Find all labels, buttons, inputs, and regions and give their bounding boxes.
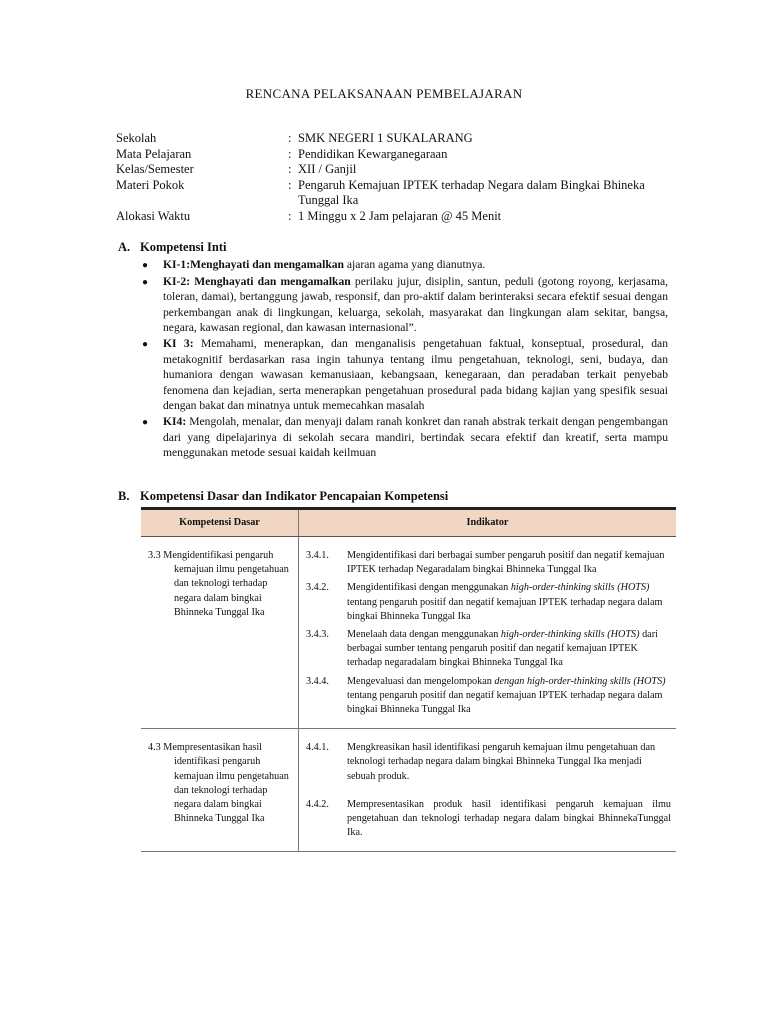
bullet-icon: ● <box>142 276 149 288</box>
section-b-title: Kompetensi Dasar dan Indikator Pencapaian Kompetensi <box>140 489 449 503</box>
info-label: Mata Pelajaran <box>116 146 192 161</box>
info-label: Sekolah <box>116 131 157 145</box>
indicator-item <box>306 798 671 841</box>
ki-bold-label: KI4: <box>163 414 187 428</box>
indicator-text-part: Mengidentifikasi dari berbagai sumber pengaruh positif dan negatif kemajuan IPTEK terhadap Negaradalam bingkai Bhinneka Tunggal Ika <box>347 550 665 576</box>
bullet-icon: ● <box>142 260 149 271</box>
info-row <box>116 178 676 209</box>
ki-text <box>163 414 668 461</box>
indicator-text-part: Menelaah data dengan menggunakan <box>347 629 501 641</box>
indicator-text-part: tentang pengaruh positif dan negatif kemajuan IPTEK terhadap negara dalam bingkai Bhinneka Tunggal Ika <box>347 689 663 716</box>
info-row <box>116 162 676 178</box>
info-colon: : <box>288 146 292 161</box>
info-row <box>116 147 676 163</box>
table-header-row <box>141 509 676 537</box>
info-colon: : <box>288 162 292 176</box>
info-colon: : <box>288 177 292 192</box>
section-a-letter: A. <box>118 240 131 254</box>
indicator-text-part: Mempresentasikan produk hasil identifikasi pengaruh kemajuan ilmu pengetahuan dan teknologi terhadap negara dalam bingkai BhinnekaTunggal Ika. <box>347 798 671 839</box>
indicator-text-part: tentang pengaruh positif dan negatif kemajuan IPTEK terhadap negara dalam bingkai Bhinneka Tunggal Ika <box>347 596 663 622</box>
kd-cell <box>141 729 299 852</box>
indicator-text <box>347 628 671 671</box>
indicator-number: 4.4.2. <box>306 798 329 810</box>
info-label: Materi Pokok <box>116 177 185 192</box>
indicator-number: 3.4.1. <box>306 550 329 561</box>
indicator-item <box>306 549 671 577</box>
identity-block <box>116 131 676 224</box>
document-title: RENCANA PELAKSANAAN PEMBELAJARAN <box>245 86 523 101</box>
indicator-text-part: Mengkreasikan hasil identifikasi pengaruh kemajuan ilmu pengetahuan dan teknologi terhadap negara dalam bingkai Bhinneka Tunggal Ika menjadi sebuah produk. <box>347 742 656 782</box>
info-value: Pendidikan Kewarganegaraan <box>298 146 448 161</box>
indicator-item <box>306 628 671 671</box>
indicator-text-part: high-order-thinking skills (HOTS) <box>510 582 650 594</box>
indicator-text-part: Mengidentifikasi dengan menggunakan <box>347 582 511 594</box>
indicator-item <box>306 581 671 624</box>
header-indikator: Indikator <box>299 509 677 537</box>
kd-text: 4.3 Mempresentasikan hasil identifikasi pengaruh kemajuan ilmu pengetahuan dan teknologi terhadap negara dalam bingkai Bhinneka Tunggal Ika <box>148 742 289 825</box>
ki-bold-label: KI-2: Menghayati dan mengamalkan <box>163 274 351 288</box>
ki-item <box>142 257 668 274</box>
info-value: SMK NEGERI 1 SUKALARANG <box>298 131 473 145</box>
kompetensi-inti-list <box>142 257 668 461</box>
info-colon: : <box>288 131 292 145</box>
info-label: Alokasi Waktu <box>116 208 191 223</box>
ki-item <box>142 336 668 414</box>
indicator-text-part: dari berbagai sumber tentang pengaruh positif dan negatif kemajuan IPTEK terhadap negaradalam bingkai Bhinneka Tunggal Ika <box>347 629 658 669</box>
info-row <box>116 131 676 147</box>
info-value: Pengaruh Kemajuan IPTEK terhadap Negara dalam Bingkai Bhineka Tunggal Ika <box>298 177 645 207</box>
indicator-number: 3.4.2. <box>306 582 329 594</box>
ki-bold-label: KI-1:Menghayati dan mengamalkan <box>163 258 345 271</box>
indicator-text-part: Mengevaluasi dan mengelompokan <box>347 675 495 687</box>
indicator-cell <box>299 729 677 852</box>
bullet-icon: ● <box>142 416 149 428</box>
indicator-cell <box>299 537 677 729</box>
kd-cell <box>141 537 299 729</box>
ki-description: Mengolah, menalar, dan menyaji dalam ranah konkret dan ranah abstrak terkait dengan pengembangan dari yang dipelajarinya di sekolah secara mandiri, bertindak secara efektif dan kreatif, serta mampu menggunakan metode sesuai kaidah keilmuan <box>163 414 668 460</box>
indicator-text <box>347 798 671 841</box>
info-colon: : <box>288 208 292 223</box>
ki-item <box>142 274 668 336</box>
section-a-title: Kompetensi Inti <box>140 240 227 254</box>
indicator-text-part: high-order-thinking skills (HOTS) <box>500 629 640 641</box>
indicator-text <box>347 675 671 718</box>
section-a-heading <box>118 240 226 255</box>
info-row <box>116 209 676 225</box>
ki-item <box>142 414 668 461</box>
indicator-text-part: dengan high-order-thinking skills (HOTS) <box>494 675 666 687</box>
ki-text <box>163 274 668 336</box>
ki-text <box>163 336 668 414</box>
indicator-number: 3.4.4. <box>306 675 329 687</box>
indicator-number: 4.4.1. <box>306 742 329 754</box>
info-value: 1 Minggu x 2 Jam pelajaran @ 45 Menit <box>298 208 502 223</box>
table-row <box>141 729 676 852</box>
header-kompetensi-dasar: Kompetensi Dasar <box>141 509 299 537</box>
indicator-text <box>347 549 671 577</box>
info-value: XII / Ganjil <box>298 162 357 176</box>
info-label: Kelas/Semester <box>116 162 194 176</box>
bullet-icon: ● <box>142 338 149 350</box>
section-b-heading <box>118 489 448 504</box>
indicator-text <box>347 581 671 624</box>
indicator-item <box>306 741 671 784</box>
ki-text <box>163 257 668 274</box>
table-row <box>141 537 676 729</box>
ki-description: ajaran agama yang dianutnya. <box>344 258 486 271</box>
kd-indicator-table <box>141 507 676 852</box>
ki-description: perilaku jujur, disiplin, santun, peduli (gotong royong, kerjasama, toleran, damai), bertanggung jawab, responsif, dan pro-aktif dalam berinteraksi secara efektif sesuai dengan perkembangan anak di lingkungan, keluarga, sekolah, masyarakat dan lingkungan alam sekitar, bangsa, negara, kawasan regional, dan kawasan internasional”. <box>163 274 669 335</box>
section-b-letter: B. <box>118 489 130 503</box>
kd-text: 3.3 Mengidentifikasi pengaruh kemajuan ilmu pengetahuan dan teknologi terhadap negara dalam bingkai Bhinneka Tunggal Ika <box>148 550 289 618</box>
indicator-text <box>347 741 671 784</box>
ki-bold-label: KI 3: <box>163 336 194 350</box>
ki-description: Memahami, menerapkan, dan menganalisis pengetahuan faktual, konseptual, prosedural, dan metakognitif berdasarkan rasa ingin tahunya tentang ilmu pengetahuan, teknologi, seni, budaya, dan humaniora dengan wawasan kemanusiaan, kebangsaan, kenegaraan, dan peradaban terkait penyebab fenomena dan kejadian, serta menerapkan pengetahuan prosedural pada bidang kajian yang spesifik sesuai dengan bakat dan minatnya untuk memecahkan masalah <box>163 336 668 413</box>
indicator-number: 3.4.3. <box>306 629 329 641</box>
indicator-item <box>306 675 671 718</box>
